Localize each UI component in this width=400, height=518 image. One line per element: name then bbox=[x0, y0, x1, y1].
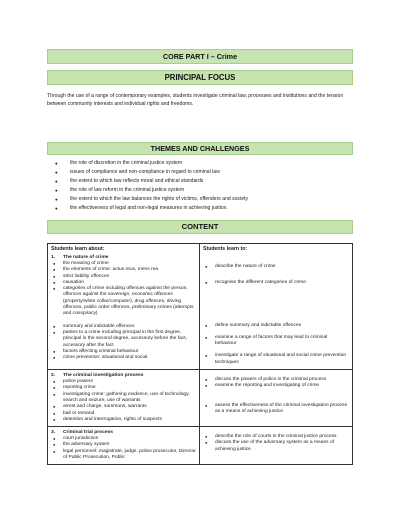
list-item: ● describe the nature of crime bbox=[203, 264, 349, 270]
section-number: 2. bbox=[51, 373, 56, 379]
theme-item: ● the role of law reform in the criminal justice system bbox=[55, 186, 355, 195]
theme-item: ● the extent to which the law balances the rights of victims, offenders and society bbox=[55, 195, 355, 204]
content-table bbox=[47, 243, 353, 465]
principal-focus-text: Through the use of a range of contemporary examples, students investigate criminal law, processes and institutions and the tension between community interests and individual rights and freedoms. bbox=[47, 93, 344, 107]
list-item: ● categories of crime including offences against the person, offences against the sovereign, economic offences (property/white collar/computer), drug offences, driving offences, public order offences, preliminary crimes (attempts and conspiracy) bbox=[51, 286, 196, 317]
list-item: ● describe the role of courts in the criminal justice process bbox=[203, 434, 349, 440]
learn-about-heading: Students learn about: bbox=[51, 246, 105, 252]
list-item: ● discuss the use of the adversary system as a means of achieving justice bbox=[203, 440, 349, 453]
section-title-text: The nature of crime bbox=[63, 255, 109, 260]
learn-about-cell bbox=[48, 244, 200, 369]
list-item: ● examine the reporting and investigating of crime bbox=[203, 383, 349, 389]
content-banner: CONTENT bbox=[47, 220, 353, 234]
section-title-text: Criminal trial process bbox=[63, 430, 114, 436]
list-item: ● the meaning of crime bbox=[51, 261, 196, 267]
list-item: ● investigate a range of situational and social crime prevention techniques bbox=[203, 353, 349, 366]
list-item: ● discuss the powers of police in the criminal process bbox=[203, 377, 349, 383]
theme-item: ● the extent to which law reflects moral and ethical standards bbox=[55, 177, 355, 186]
list-item: ● detention and interrogation, rights of suspects bbox=[51, 417, 196, 423]
list-item: ● court jurisdiction bbox=[51, 436, 196, 442]
theme-item: ● issues of compliance and non-compliance in regard to criminal law bbox=[55, 168, 355, 177]
learn-to-heading: Students learn to: bbox=[203, 246, 248, 252]
learn-to-cell bbox=[200, 244, 352, 369]
theme-item: ● the role of discretion in the criminal justice system bbox=[55, 159, 355, 168]
learn-to-cell bbox=[200, 370, 352, 426]
list-item: ● reporting crime bbox=[51, 385, 196, 391]
list-item: ● summary and indictable offences bbox=[51, 324, 196, 330]
list-item: ● examine a range of factors that may lead to criminal behaviour bbox=[203, 335, 349, 348]
learn-to-cell bbox=[200, 427, 352, 464]
list-item: ● investigating crime: gathering evidence, use of technology, search and seizure, use of warrants bbox=[51, 392, 196, 405]
list-item: ● parties to a crime including principal in the first degree, principal in the second degree, accessory before the fact, accessory after the fact bbox=[51, 330, 196, 349]
section-number: 1. bbox=[51, 255, 56, 260]
list-item: ● the elements of crime: actus reus, mens rea bbox=[51, 267, 196, 273]
themes-list bbox=[55, 159, 355, 213]
learn-about-cell bbox=[48, 370, 200, 426]
table-row bbox=[48, 426, 352, 464]
list-item: ● define summary and indictable offences bbox=[203, 323, 349, 329]
section-number: 3. bbox=[51, 430, 56, 436]
list-item: ● strict liability offences bbox=[51, 274, 196, 280]
learn-about-cell bbox=[48, 427, 200, 464]
principal-focus-banner: PRINCIPAL FOCUS bbox=[47, 70, 353, 85]
list-item: ● arrest and charge, summons, warrants bbox=[51, 404, 196, 410]
list-item: ● the adversary system bbox=[51, 442, 196, 448]
core-part-banner: CORE PART I – Crime bbox=[47, 49, 353, 64]
list-item: ● assess the effectiveness of the criminal investigation process as a means of achieving justice bbox=[203, 403, 349, 416]
list-item: ● legal personnel: magistrate, judge, police prosecutor, Director of Public Prosecution, Public bbox=[51, 449, 196, 462]
table-row bbox=[48, 369, 352, 426]
list-item: ● factors affecting criminal behaviour bbox=[51, 349, 196, 355]
theme-item: ● the effectiveness of legal and non-legal measures in achieving justice. bbox=[55, 204, 355, 213]
list-item: ● crime prevention: situational and social bbox=[51, 355, 196, 361]
list-item: ● bail or remand bbox=[51, 411, 196, 417]
section-title bbox=[51, 254, 196, 261]
section-title-text: The criminal investigation process bbox=[63, 373, 144, 379]
list-item: ● causation bbox=[51, 280, 196, 286]
themes-banner: THEMES AND CHALLENGES bbox=[47, 142, 353, 155]
list-item: ● police powers bbox=[51, 379, 196, 385]
list-item: ● recognise the different categories of crime bbox=[203, 280, 349, 286]
table-row bbox=[48, 244, 352, 369]
